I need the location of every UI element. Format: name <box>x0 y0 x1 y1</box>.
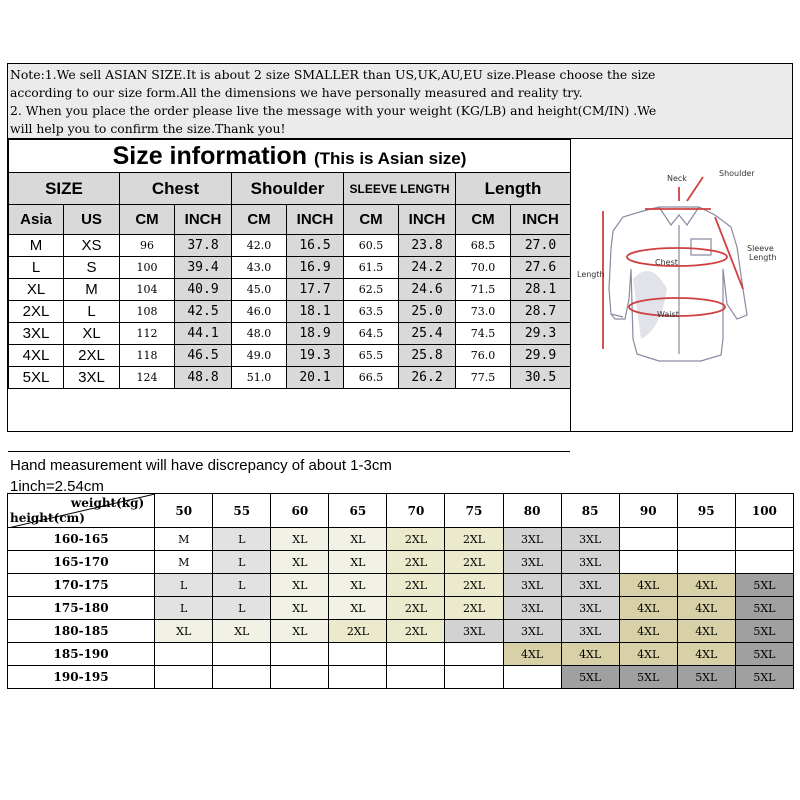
size-recommendation-cell: XL <box>213 620 271 643</box>
size-row <box>9 235 571 257</box>
size-value-cell: 76.0 <box>456 345 511 367</box>
size-recommendation-cell <box>619 551 677 574</box>
height-row <box>8 574 794 597</box>
size-recommendation-cell: XL <box>155 620 213 643</box>
size-row <box>9 367 571 389</box>
size-recommendation-cell: 3XL <box>561 551 619 574</box>
height-label-cell: 190-195 <box>8 666 155 689</box>
size-recommendation-cell <box>329 643 387 666</box>
size-recommendation-cell <box>445 666 503 689</box>
subheader-cell: INCH <box>175 205 232 235</box>
size-value-cell: 42.0 <box>232 235 287 257</box>
size-recommendation-cell: 4XL <box>677 643 735 666</box>
size-recommendation-cell: XL <box>271 574 329 597</box>
size-recommendation-cell: XL <box>271 551 329 574</box>
size-recommendation-cell: 2XL <box>387 551 445 574</box>
size-value-cell: 77.5 <box>456 367 511 389</box>
size-row <box>9 345 571 367</box>
size-row <box>9 301 571 323</box>
weight-header-cell: 50 <box>155 494 213 528</box>
weight-header-cell: 80 <box>503 494 561 528</box>
size-recommendation-cell: 3XL <box>561 620 619 643</box>
size-recommendation-cell: 3XL <box>503 574 561 597</box>
size-value-cell: 42.5 <box>175 301 232 323</box>
weight-header-cell: 95 <box>677 494 735 528</box>
height-label-cell: 175-180 <box>8 597 155 620</box>
size-recommendation-cell: 5XL <box>735 666 793 689</box>
size-recommendation-cell: XL <box>329 574 387 597</box>
size-value-cell: 30.5 <box>511 367 571 389</box>
size-value-cell: 46.0 <box>232 301 287 323</box>
size-label-cell: 4XL <box>9 345 64 367</box>
size-label-cell: XS <box>64 235 120 257</box>
header-length: Length <box>456 173 571 205</box>
size-value-cell: 26.2 <box>399 367 456 389</box>
weight-header-cell: 55 <box>213 494 271 528</box>
size-recommendation-cell <box>271 666 329 689</box>
size-value-cell: 25.4 <box>399 323 456 345</box>
size-value-cell: 96 <box>120 235 175 257</box>
label-shoulder: Shoulder <box>719 169 755 178</box>
label-length: Length <box>577 270 605 279</box>
subheader-cell: CM <box>456 205 511 235</box>
size-recommendation-cell: 4XL <box>619 597 677 620</box>
size-value-cell: 51.0 <box>232 367 287 389</box>
size-recommendation-cell: L <box>213 597 271 620</box>
size-recommendation-cell <box>271 643 329 666</box>
size-label-cell: 5XL <box>9 367 64 389</box>
note-line-2: according to our size form.All the dimensions we have personally measured and reality try. <box>10 85 583 100</box>
subheader-cell: INCH <box>287 205 344 235</box>
size-recommendation-cell: 5XL <box>561 666 619 689</box>
size-recommendation-cell <box>619 528 677 551</box>
size-value-cell: 45.0 <box>232 279 287 301</box>
weight-header-cell: 90 <box>619 494 677 528</box>
size-value-cell: 39.4 <box>175 257 232 279</box>
weight-height-chart <box>7 493 794 689</box>
size-recommendation-cell: 5XL <box>735 643 793 666</box>
size-value-cell: 19.3 <box>287 345 344 367</box>
header-sleeve-length: SLEEVE LENGTH <box>344 173 456 205</box>
size-recommendation-cell <box>677 551 735 574</box>
chart-corner <box>8 494 155 528</box>
size-recommendation-cell: L <box>155 597 213 620</box>
title-sub: (This is Asian size) <box>314 148 467 168</box>
subheader-cell: CM <box>344 205 399 235</box>
size-recommendation-cell: 4XL <box>619 643 677 666</box>
height-row <box>8 551 794 574</box>
size-value-cell: 25.0 <box>399 301 456 323</box>
size-table <box>8 139 571 389</box>
size-recommendation-cell: L <box>213 574 271 597</box>
size-value-cell: 66.5 <box>344 367 399 389</box>
label-chest: Chest <box>655 258 678 267</box>
size-value-cell: 46.5 <box>175 345 232 367</box>
size-value-cell: 16.5 <box>287 235 344 257</box>
size-value-cell: 24.2 <box>399 257 456 279</box>
size-value-cell: 37.8 <box>175 235 232 257</box>
weight-header-cell: 100 <box>735 494 793 528</box>
height-label-cell: 170-175 <box>8 574 155 597</box>
size-value-cell: 62.5 <box>344 279 399 301</box>
size-value-cell: 28.7 <box>511 301 571 323</box>
size-recommendation-cell: L <box>213 528 271 551</box>
size-recommendation-cell: 3XL <box>561 574 619 597</box>
size-recommendation-cell <box>445 643 503 666</box>
height-label-cell: 160-165 <box>8 528 155 551</box>
size-recommendation-cell: 2XL <box>387 528 445 551</box>
size-recommendation-cell: 5XL <box>735 620 793 643</box>
height-label-cell: 185-190 <box>8 643 155 666</box>
height-label-cell: 180-185 <box>8 620 155 643</box>
size-value-cell: 20.1 <box>287 367 344 389</box>
size-table-title <box>9 140 571 173</box>
size-value-cell: 29.3 <box>511 323 571 345</box>
size-value-cell: 61.5 <box>344 257 399 279</box>
subheader-cell: INCH <box>399 205 456 235</box>
subheader-cell: CM <box>232 205 287 235</box>
size-recommendation-cell <box>213 643 271 666</box>
size-recommendation-cell <box>503 666 561 689</box>
size-recommendation-cell: L <box>155 574 213 597</box>
subheader-cell: US <box>64 205 120 235</box>
size-value-cell: 64.5 <box>344 323 399 345</box>
size-value-cell: 18.9 <box>287 323 344 345</box>
size-label-cell: S <box>64 257 120 279</box>
footnote-line-2: 1inch=2.54cm <box>10 478 104 495</box>
shoulder-pointer <box>687 177 703 201</box>
size-recommendation-cell: 2XL <box>387 597 445 620</box>
size-recommendation-cell: 4XL <box>561 643 619 666</box>
size-label-cell: M <box>9 235 64 257</box>
size-recommendation-cell <box>387 643 445 666</box>
size-value-cell: 108 <box>120 301 175 323</box>
size-recommendation-cell <box>155 643 213 666</box>
size-recommendation-cell: 2XL <box>445 551 503 574</box>
size-value-cell: 40.9 <box>175 279 232 301</box>
size-value-cell: 27.0 <box>511 235 571 257</box>
size-note <box>8 64 792 139</box>
size-value-cell: 29.9 <box>511 345 571 367</box>
size-recommendation-cell: 4XL <box>677 620 735 643</box>
size-value-cell: 43.0 <box>232 257 287 279</box>
shirt-diagram-svg <box>571 139 793 431</box>
title-main: Size information <box>112 141 308 170</box>
size-value-cell: 104 <box>120 279 175 301</box>
size-value-cell: 49.0 <box>232 345 287 367</box>
size-recommendation-cell: 5XL <box>677 666 735 689</box>
shirt-measurement-diagram <box>570 139 792 431</box>
height-row <box>8 620 794 643</box>
size-value-cell: 28.1 <box>511 279 571 301</box>
size-recommendation-cell: 3XL <box>561 528 619 551</box>
note-line-4: will help you to confirm the size.Thank you! <box>10 121 286 136</box>
size-recommendation-cell: XL <box>329 551 387 574</box>
size-value-cell: 27.6 <box>511 257 571 279</box>
label-waist: Waist <box>657 310 679 319</box>
size-recommendation-cell <box>735 551 793 574</box>
label-neck: Neck <box>667 174 687 183</box>
size-recommendation-cell: 5XL <box>619 666 677 689</box>
note-line-3: 2. When you place the order please live the message with your weight (KG/LB) and height(CM/IN) .We <box>10 103 657 118</box>
footnote-line-1: Hand measurement will have discrepancy of about 1-3cm <box>10 457 392 474</box>
size-recommendation-cell: XL <box>271 597 329 620</box>
size-recommendation-cell: M <box>155 528 213 551</box>
size-recommendation-cell: 2XL <box>329 620 387 643</box>
size-table-area <box>8 139 570 495</box>
size-recommendation-cell: 3XL <box>503 551 561 574</box>
subheader-cell: Asia <box>9 205 64 235</box>
size-row <box>9 323 571 345</box>
size-recommendation-cell: 4XL <box>619 620 677 643</box>
note-line-1: Note:1.We sell ASIAN SIZE.It is about 2 size SMALLER than US,UK,AU,EU size.Please choose the size <box>10 67 656 82</box>
size-recommendation-cell: XL <box>271 528 329 551</box>
size-recommendation-cell: 5XL <box>735 597 793 620</box>
subheader-cell: CM <box>120 205 175 235</box>
size-recommendation-cell <box>677 528 735 551</box>
size-value-cell: 118 <box>120 345 175 367</box>
size-value-cell: 74.5 <box>456 323 511 345</box>
size-value-cell: 48.8 <box>175 367 232 389</box>
size-value-cell: 73.0 <box>456 301 511 323</box>
size-recommendation-cell: 3XL <box>561 597 619 620</box>
height-row <box>8 597 794 620</box>
size-recommendation-cell: 4XL <box>619 574 677 597</box>
weight-header-cell: 65 <box>329 494 387 528</box>
size-recommendation-cell: 3XL <box>503 620 561 643</box>
size-recommendation-cell: 4XL <box>503 643 561 666</box>
size-value-cell: 44.1 <box>175 323 232 345</box>
size-recommendation-cell: 3XL <box>503 597 561 620</box>
size-value-cell: 48.0 <box>232 323 287 345</box>
weight-axis-label: weight(kg) <box>70 496 145 510</box>
size-label-cell: L <box>9 257 64 279</box>
size-info-panel <box>7 63 793 495</box>
size-recommendation-cell: XL <box>329 528 387 551</box>
header-size: SIZE <box>9 173 120 205</box>
size-recommendation-cell: 3XL <box>445 620 503 643</box>
size-value-cell: 16.9 <box>287 257 344 279</box>
size-recommendation-cell: 2XL <box>387 574 445 597</box>
height-axis-label: height(cm) <box>10 511 85 525</box>
size-recommendation-cell: XL <box>271 620 329 643</box>
size-value-cell: 63.5 <box>344 301 399 323</box>
size-value-cell: 65.5 <box>344 345 399 367</box>
size-recommendation-cell <box>329 666 387 689</box>
size-value-cell: 23.8 <box>399 235 456 257</box>
size-recommendation-cell <box>213 666 271 689</box>
size-label-cell: XL <box>64 323 120 345</box>
size-value-cell: 60.5 <box>344 235 399 257</box>
size-value-cell: 18.1 <box>287 301 344 323</box>
weight-header-cell: 75 <box>445 494 503 528</box>
size-label-cell: XL <box>9 279 64 301</box>
size-recommendation-cell: 4XL <box>677 597 735 620</box>
size-recommendation-cell: 2XL <box>445 574 503 597</box>
size-value-cell: 25.8 <box>399 345 456 367</box>
size-recommendation-cell: 4XL <box>677 574 735 597</box>
weight-header-cell: 85 <box>561 494 619 528</box>
size-recommendation-cell: 2XL <box>445 597 503 620</box>
weight-header-cell: 60 <box>271 494 329 528</box>
size-value-cell: 112 <box>120 323 175 345</box>
size-recommendation-cell: L <box>213 551 271 574</box>
size-value-cell: 100 <box>120 257 175 279</box>
weight-header-cell: 70 <box>387 494 445 528</box>
size-label-cell: 3XL <box>9 323 64 345</box>
size-label-cell: 3XL <box>64 367 120 389</box>
size-recommendation-cell: 2XL <box>445 528 503 551</box>
size-recommendation-cell: M <box>155 551 213 574</box>
height-row <box>8 528 794 551</box>
size-recommendation-cell: XL <box>329 597 387 620</box>
size-value-cell: 68.5 <box>456 235 511 257</box>
height-row <box>8 666 794 689</box>
header-chest: Chest <box>120 173 232 205</box>
size-recommendation-cell: 5XL <box>735 574 793 597</box>
size-value-cell: 17.7 <box>287 279 344 301</box>
size-recommendation-cell: 2XL <box>387 620 445 643</box>
size-recommendation-cell <box>155 666 213 689</box>
size-label-cell: M <box>64 279 120 301</box>
size-label-cell: L <box>64 301 120 323</box>
shirt-outline <box>609 207 747 361</box>
label-sleeve-2: Length <box>749 253 777 262</box>
size-value-cell: 124 <box>120 367 175 389</box>
size-recommendation-cell: 3XL <box>503 528 561 551</box>
size-label-cell: 2XL <box>64 345 120 367</box>
size-row <box>9 279 571 301</box>
size-row <box>9 257 571 279</box>
height-label-cell: 165-170 <box>8 551 155 574</box>
size-recommendation-cell <box>387 666 445 689</box>
size-recommendation-cell <box>735 528 793 551</box>
label-sleeve: Sleeve <box>747 244 774 253</box>
size-value-cell: 70.0 <box>456 257 511 279</box>
size-label-cell: 2XL <box>9 301 64 323</box>
size-value-cell: 71.5 <box>456 279 511 301</box>
header-shoulder: Shoulder <box>232 173 344 205</box>
height-row <box>8 643 794 666</box>
size-value-cell: 24.6 <box>399 279 456 301</box>
subheader-cell: INCH <box>511 205 571 235</box>
